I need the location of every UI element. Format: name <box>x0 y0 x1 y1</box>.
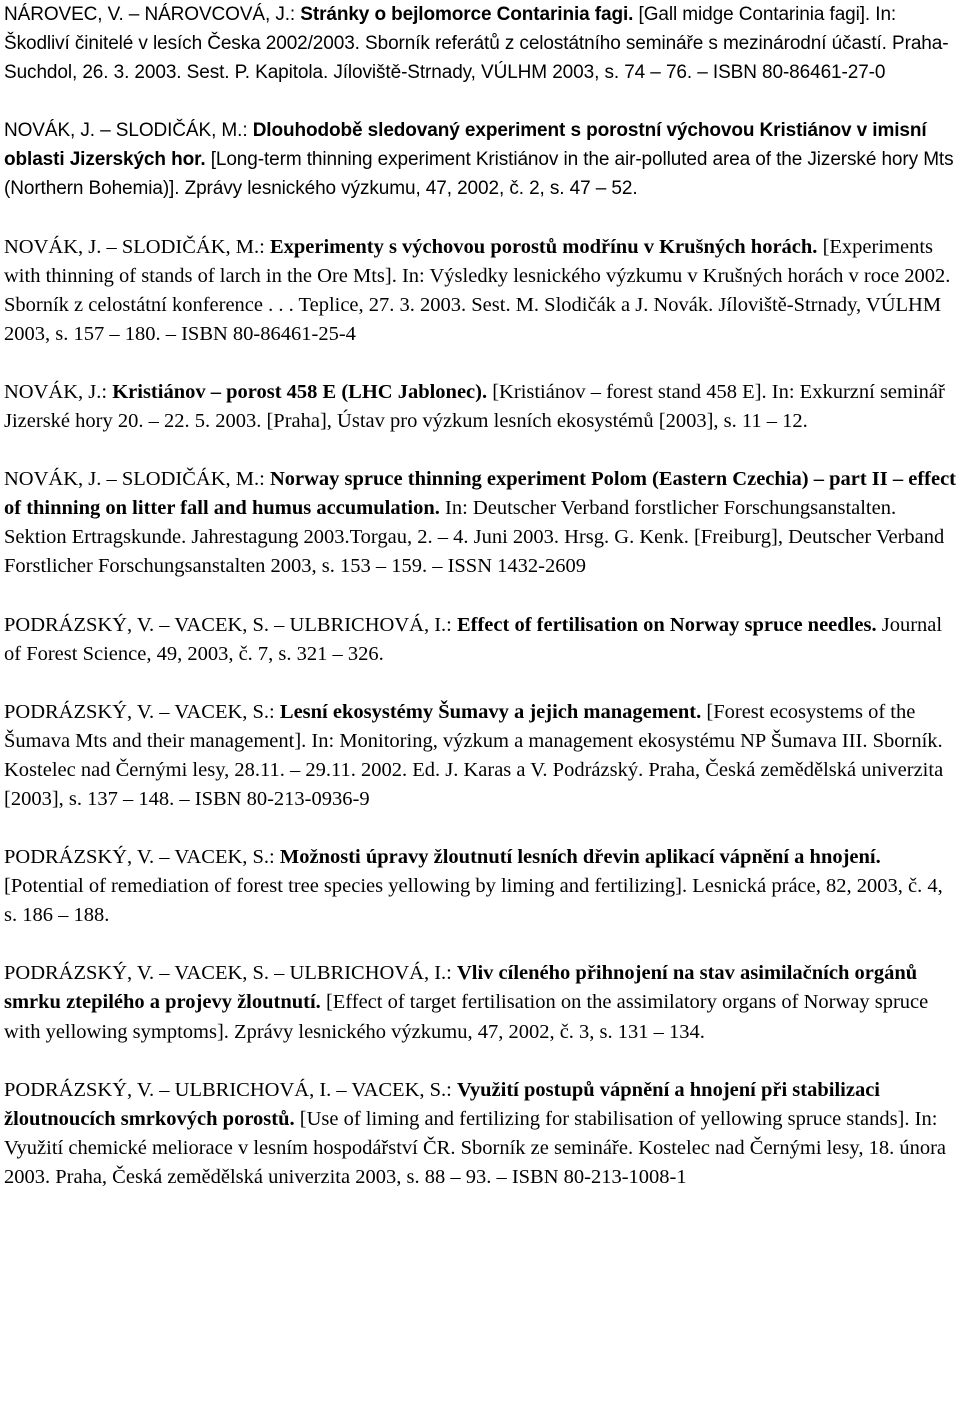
reference-entry <box>4 611 956 669</box>
reference-authors: PODRÁZSKÝ, V. – VACEK, S. – ULBRICHOVÁ, I.: <box>4 962 457 985</box>
reference-entry <box>4 0 956 87</box>
reference-details: [Potential of remediation of forest tree species yellowing by liming and fertilizing]. Lesnická práce, 82, 2003, č. 4, s. 186 – 188. <box>4 875 943 927</box>
reference-authors: PODRÁZSKÝ, V. – ULBRICHOVÁ, I. – VACEK, S.: <box>4 1078 457 1101</box>
reference-details: [Long-term thinning experiment Kristiánov in the air-polluted area of the Jizerské hory Mts (Northern Bohemia)]. Zprávy lesnického výzkumu, 47, 2002, č. 2, s. 47 – 52. <box>4 149 954 200</box>
reference-list <box>4 0 956 1221</box>
reference-entry <box>4 1076 956 1192</box>
reference-title: Dlouhodobě sledovaný experiment s porostní výchovou Kristiánov v imisní oblasti Jizerských hor. <box>4 120 927 171</box>
reference-details: [Gall midge Contarinia fagi]. In: Škodliví činitelé v lesích Česka 2002/2003. Sborník referátů z celostátního semináře s mezinárodní účastí. Praha-Suchdol, 26. 3. 2003. Sest. P. Kapitola. Jíloviště-Strnady, VÚLHM 2003, s. 74 – 76. – ISBN 80-86461-27-0 <box>4 4 949 84</box>
reference-details: [Forest ecosystems of the Šumava Mts and their management]. In: Monitoring, výzkum a management ekosystému NP Šumava III. Sborník. Kostelec nad Černými lesy, 28.11. – 29.11. 2002. Ed. J. Karas a V. Podrázský. Praha, Česká zemědělská univerzita [2003], s. 137 – 148. – ISBN 80-213-0936-9 <box>4 700 944 810</box>
reference-entry <box>4 843 956 930</box>
reference-title: Využití postupů vápnění a hnojení při stabilizaci žloutnoucích smrkových porostů. <box>4 1078 880 1130</box>
reference-entry <box>4 465 956 581</box>
reference-authors: NOVÁK, J. – SLODIČÁK, M.: <box>4 120 253 142</box>
reference-details: In: Deutscher Verband forstlicher Forschungsanstalten. Sektion Ertragskunde. Jahrestagung 2003.Torgau, 2. – 4. Juni 2003. Hrsg. G. Kenk. [Freiburg], Deutscher Verband Forstlicher Forschungsanstalten 2003, s. 153 – 159. – ISSN 1432-2609 <box>4 497 945 578</box>
reference-authors: PODRÁZSKÝ, V. – VACEK, S.: <box>4 846 280 869</box>
reference-authors: NÁROVEC, V. – NÁROVCOVÁ, J.: <box>4 4 301 25</box>
reference-authors: NOVÁK, J. – SLODIČÁK, M.: <box>4 468 270 491</box>
reference-title: Vliv cíleného přihnojení na stav asimilačních orgánů smrku ztepilého a projevy žloutnutí. <box>4 962 918 1014</box>
reference-details: Journal of Forest Science, 49, 2003, č. 7, s. 321 – 326. <box>4 613 943 665</box>
reference-title: Stránky o bejlomorce Contarinia fagi. <box>300 4 634 25</box>
reference-title: Možnosti úpravy žloutnutí lesních dřevin aplikací vápnění a hnojení. <box>279 846 881 869</box>
reference-authors: PODRÁZSKÝ, V. – VACEK, S. – ULBRICHOVÁ, I.: <box>4 613 457 636</box>
reference-entry <box>4 233 956 349</box>
reference-entry <box>4 959 956 1046</box>
reference-title: Norway spruce thinning experiment Polom (Eastern Czechia) – part II – effect of thinning on litter fall and humus accumulation. <box>4 468 957 520</box>
reference-details: [Effect of target fertilisation on the assimilatory organs of Norway spruce with yellowing symptoms]. Zprávy lesnického výzkumu, 47, 2002, č. 3, s. 131 – 134. <box>4 991 929 1043</box>
reference-details: [Experiments with thinning of stands of larch in the Ore Mts]. In: Výsledky lesnického výzkumu v Krušných horách v roce 2002. Sborník z celostátní konference . . . Teplice, 27. 3. 2003. Sest. M. Slodičák a J. Novák. Jíloviště-Strnady, VÚLHM 2003, s. 157 – 180. – ISBN 80-86461-25-4 <box>4 235 951 345</box>
reference-entry <box>4 698 956 814</box>
reference-entry <box>4 378 956 436</box>
reference-title: Kristiánov – porost 458 E (LHC Jablonec). <box>112 380 488 403</box>
reference-authors: NOVÁK, J.: <box>4 380 113 403</box>
reference-title: Effect of fertilisation on Norway spruce needles. <box>456 613 877 636</box>
reference-authors: NOVÁK, J. – SLODIČÁK, M.: <box>4 235 270 258</box>
reference-entry <box>4 116 956 203</box>
reference-title: Experimenty s výchovou porostů modřínu v Krušných horách. <box>269 235 818 258</box>
reference-authors: PODRÁZSKÝ, V. – VACEK, S.: <box>4 700 280 723</box>
reference-details: [Kristiánov – forest stand 458 E]. In: Exkurzní seminář Jizerské hory 20. – 22. 5. 2003. [Praha], Ústav pro výzkum lesních ekosystémů [2003], s. 11 – 12. <box>4 380 945 433</box>
reference-details: [Use of liming and fertilizing for stabilisation of yellowing spruce stands]. In: Využití chemické meliorace v lesním hospodářství ČR. Sborník ze semináře. Kostelec nad Černými lesy, 18. února 2003. Praha, Česká zemědělská univerzita 2003, s. 88 – 93. – ISBN 80-213-1008-1 <box>4 1107 947 1188</box>
reference-title: Lesní ekosystémy Šumavy a jejich management. <box>279 700 702 723</box>
